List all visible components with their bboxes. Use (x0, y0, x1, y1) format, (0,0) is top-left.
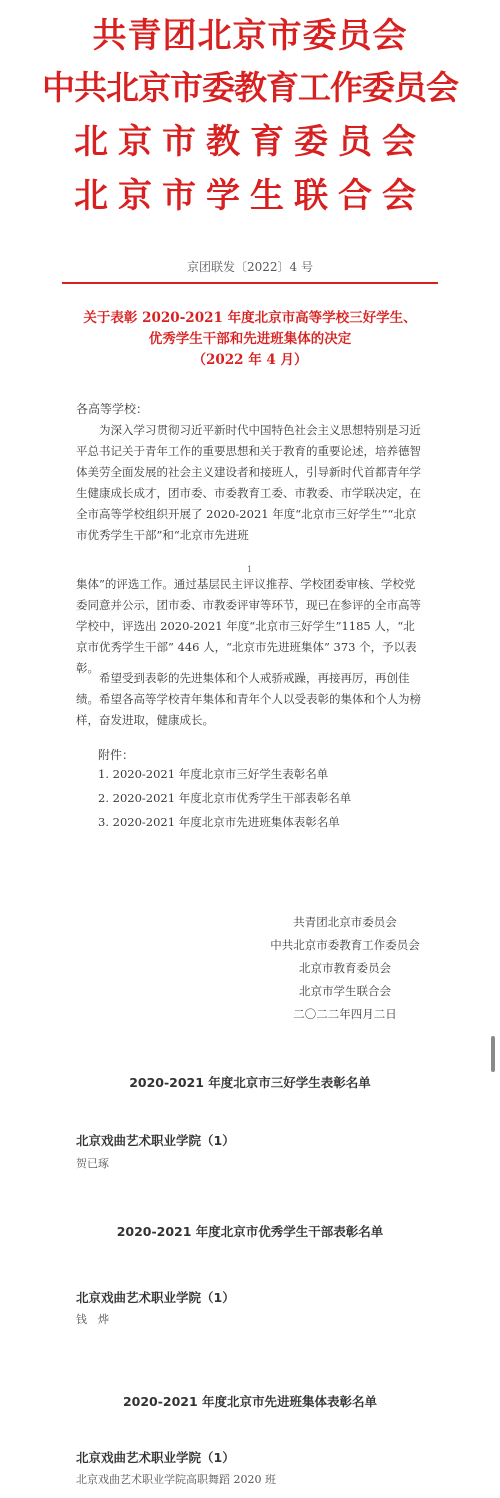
list-school: 北京戏曲艺术职业学院（1） (76, 1290, 235, 1305)
list-school: 北京戏曲艺术职业学院（1） (76, 1450, 235, 1465)
header-org-3: 北京市教育委员会 (74, 122, 426, 162)
document-title-date: （2022 年 4 月） (192, 352, 308, 368)
header-org-2: 中共北京市委教育工作委员会 (42, 68, 458, 107)
list-entry: 贺已琢 (76, 1157, 109, 1170)
body-paragraph-1-text: 为深入学习贯彻习近平新时代中国特色社会主义思想特别是习近平总书记关于青年工作的重要思想和关于教育的重要论述，培养德智体美劳全面发展的社会主义建设者和接班人，引导新时代首都青年学生健康成长成才，团市委、市委教育工委、市教委、市学联决定，在全市高等学校组织开展了 2020-2021 年度“北京市三好学生”“北京市优秀学生干部”和“北京市先进班 (76, 423, 421, 542)
attachments-label: 附件： (98, 748, 135, 762)
list-entry: 钱 烨 (76, 1313, 109, 1326)
scrollbar-thumb[interactable] (491, 1036, 495, 1072)
header-org-1: 共青团北京市委员会 (92, 16, 408, 56)
document-title-line-1: 关于表彰 2020-2021 年度北京市高等学校三好学生、 (83, 310, 417, 326)
signature-org-2: 中共北京市委教育工作委员会 (270, 938, 420, 952)
signature-org-1: 共青团北京市委员会 (293, 915, 397, 929)
list-title-merit-students: 2020-2021 年度北京市三好学生表彰名单 (129, 1075, 371, 1090)
attachment-item: 3. 2020-2021 年度北京市先进班集体表彰名单 (98, 815, 340, 829)
document-title-line-2: 优秀学生干部和先进班集体的决定 (148, 331, 352, 347)
header-divider (62, 282, 438, 284)
list-entry: 北京戏曲艺术职业学院高职舞蹈 2020 班 (76, 1473, 276, 1486)
list-title-advanced-classes: 2020-2021 年度北京市先进班集体表彰名单 (122, 1394, 378, 1409)
signature-date: 二〇二二年四月二日 (293, 1007, 397, 1021)
body-paragraph-2 (76, 668, 426, 731)
page-number: 1 (247, 565, 253, 574)
list-title-student-leaders: 2020-2021 年度北京市优秀学生干部表彰名单 (116, 1224, 384, 1239)
document-number: 京团联发〔2022〕4 号 (187, 260, 313, 274)
signature-org-3: 北京市教育委员会 (299, 961, 391, 975)
body-paragraph-1 (76, 420, 426, 546)
header-org-4: 北京市学生联合会 (74, 176, 426, 216)
signature-org-4: 北京市学生联合会 (299, 984, 391, 998)
salutation: 各高等学校： (76, 402, 149, 416)
body-paragraph-2-text: 希望受到表彰的先进集体和个人戒骄戒躁，再接再厉，再创佳绩。希望各高等学校青年集体和青年个人以受表彰的集体和个人为榜样，奋发进取，健康成长。 (76, 671, 421, 727)
body-paragraph-1-continued: 集体”的评选工作。通过基层民主评议推荐、学校团委审核、学校党委同意并公示，团市委、市教委评审等环节，现已在参评的全市高等学校中，评选出 2020-2021 年度“北京市三好学生”1185 人，“北京市优秀学生干部” 446 人，“北京市先进班集体” 373 个，予以表彰。 (76, 577, 421, 675)
attachment-item: 1. 2020-2021 年度北京市三好学生表彰名单 (98, 767, 329, 781)
attachment-item: 2. 2020-2021 年度北京市优秀学生干部表彰名单 (98, 791, 352, 805)
list-school: 北京戏曲艺术职业学院（1） (76, 1133, 235, 1148)
